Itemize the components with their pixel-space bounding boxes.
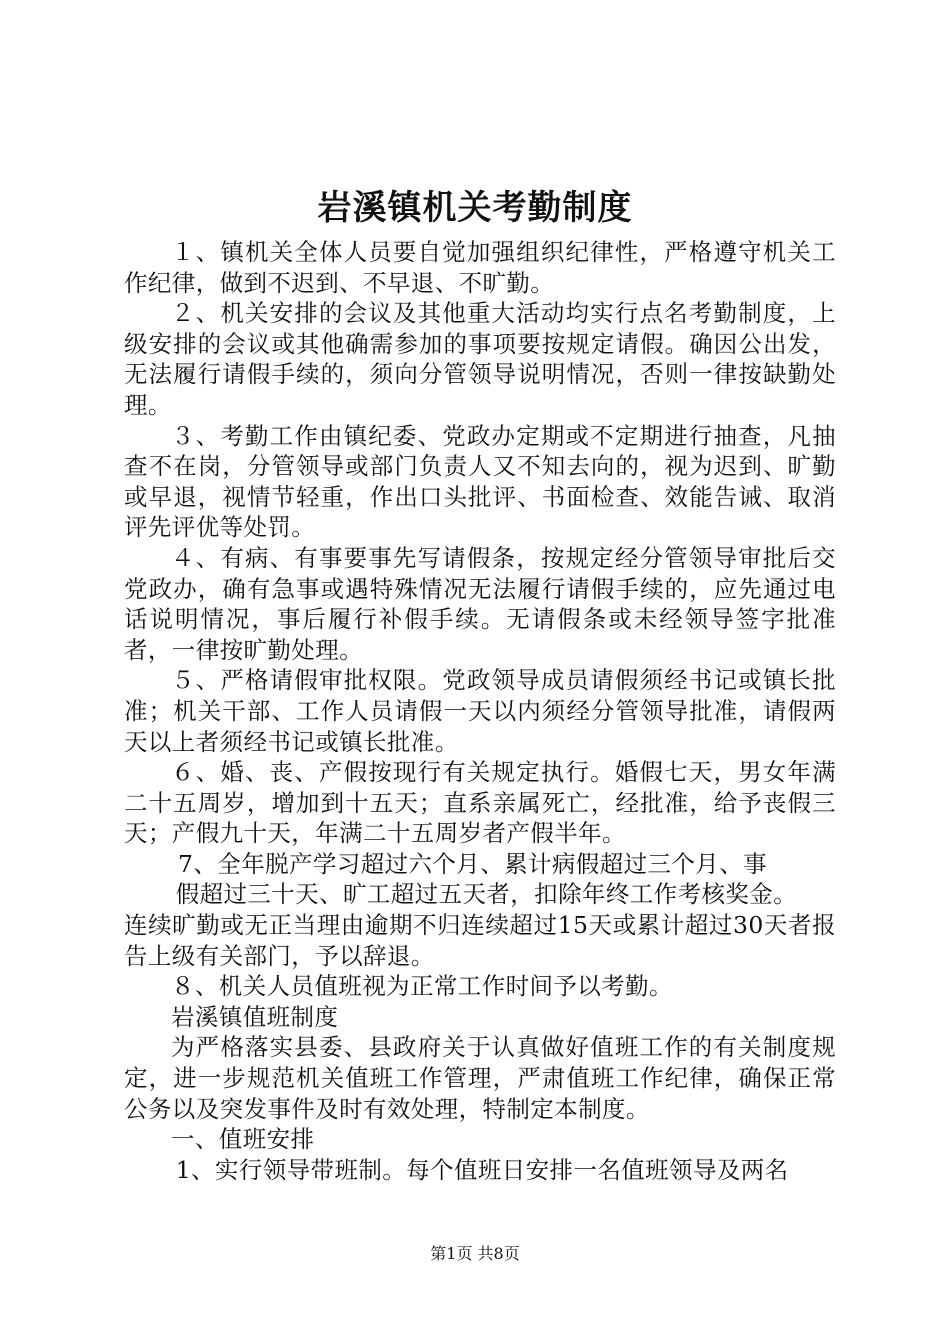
- document-body: [124, 237, 836, 1185]
- paragraph-7-line-1: 7、全年脱产学习超过六个月、累计病假超过三个月、事: [178, 849, 767, 878]
- paragraph-6: ６、婚、丧、产假按现行有关规定执行。婚假七天，男女年满二十五周岁，增加到十五天；直系亲属死亡，经批准，给予丧假三天；产假九十天，年满二十五周岁者产假半年。: [124, 758, 836, 848]
- paragraph-5: ５、严格请假审批权限。党政领导成员请假须经书记或镇长批准；机关干部、工作人员请假一天以内须经分管领导批准，请假两天以上者须经书记或镇长批准。: [124, 666, 836, 756]
- paragraph-4: ４、有病、有事要事先写请假条，按规定经分管领导审批后交党政办，确有急事或遇特殊情况无法履行请假手续的，应先通过电话说明情况，事后履行补假手续。无请假条或未经领导签字批准者，一律按旷勤处理。: [124, 543, 836, 664]
- paragraph-1: １、镇机关全体人员要自觉加强组织纪律性，严格遵守机关工作纪律，做到不迟到、不早退、不旷勤。: [124, 238, 836, 297]
- paragraph-8: ８、机关人员值班视为正常工作时间予以考勤。: [171, 972, 673, 1001]
- section-2-intro: 为严格落实县委、县政府关于认真做好值班工作的有关制度规定，进一步规范机关值班工作管理，严肃值班工作纪律，确保正常公务以及突发事件及时有效处理，特制定本制度。: [124, 1033, 836, 1123]
- paragraph-7-continued: 连续旷勤或无正当理由逾期不归连续超过15天或累计超过30天者报告上级有关部门，予以辞退。: [124, 911, 836, 970]
- paragraph-2: ２、机关安排的会议及其他重大活动均实行点名考勤制度，上级安排的会议或其他确需参加的事项要按规定请假。确因公出发，无法履行请假手续的，须向分管领导说明情况，否则一律按缺勤处理。: [124, 299, 836, 419]
- paragraph-3: ３、考勤工作由镇纪委、党政办定期或不定期进行抽查，凡抽查不在岗，分管领导或部门负责人又不知去向的，视为迟到、旷勤或早退，视情节轻重，作出口头批评、书面检查、效能告诫、取消评先评优等处罚。: [124, 421, 836, 542]
- page-footer: 第1页 共8页: [430, 1244, 520, 1263]
- section-2-heading-1: 一、值班安排: [171, 1125, 315, 1154]
- section-2-item-1: 1、实行领导带班制。每个值班日安排一名值班领导及两名: [175, 1155, 789, 1184]
- document-title: 岩溪镇机关考勤制度: [317, 188, 633, 228]
- section-2-title: 岩溪镇值班制度: [171, 1002, 339, 1031]
- paragraph-7-line-2: 假超过三十天、旷工超过五天者，扣除年终工作考核奖金。: [175, 880, 798, 909]
